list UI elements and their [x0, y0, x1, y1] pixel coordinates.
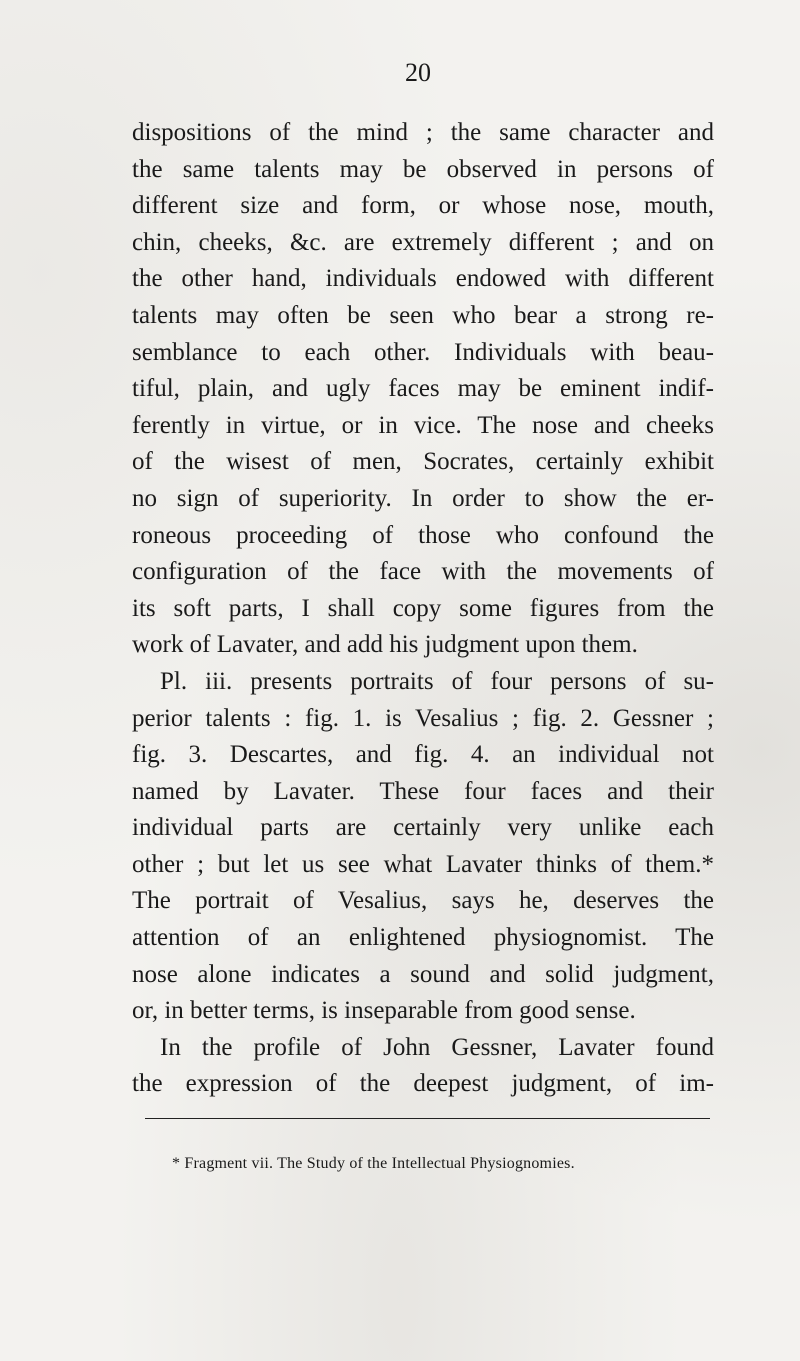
- text-line: work of Lavater, and add his judgment upon them.: [132, 631, 638, 659]
- text-line: the expression of the deepest judgment, of im-: [132, 1070, 714, 1098]
- body-text: [132, 115, 714, 1103]
- text-line: no sign of superiority. In order to show the er-: [132, 484, 714, 512]
- paragraph-start-line: Pl. iii. presents portraits of four persons of su-: [160, 667, 714, 695]
- text-line: roneous proceeding of those who confound the: [132, 521, 714, 549]
- text-line: fig. 3. Descartes, and fig. 4. an individual not: [132, 741, 714, 769]
- text-line: attention of an enlightened physiognomist. The: [132, 924, 714, 952]
- footnote: * Fragment vii. The Study of the Intellectual Physiognomies.: [172, 1155, 575, 1172]
- text-line: ferently in virtue, or in vice. The nose and cheeks: [132, 411, 714, 439]
- text-line: or, in better terms, is inseparable from good sense.: [132, 997, 636, 1025]
- text-line: chin, cheeks, &c. are extremely different ; and on: [132, 228, 714, 256]
- text-line: individual parts are certainly very unlike each: [132, 814, 714, 842]
- page-number: 20: [405, 58, 431, 87]
- text-line: tiful, plain, and ugly faces may be eminent indif-: [132, 375, 714, 403]
- footnote-divider: [145, 1118, 710, 1119]
- text-line: different size and form, or whose nose, mouth,: [132, 192, 714, 220]
- text-line: configuration of the face with the movements of: [132, 558, 714, 586]
- paragraph-start-line: In the profile of John Gessner, Lavater found: [160, 1033, 714, 1061]
- text-line: of the wisest of men, Socrates, certainly exhibit: [132, 448, 714, 476]
- text-line: perior talents : fig. 1. is Vesalius ; fig. 2. Gessner ;: [132, 704, 714, 732]
- text-line: dispositions of the mind ; the same character and: [132, 119, 714, 146]
- text-line: the same talents may be observed in persons of: [132, 155, 714, 183]
- text-line: the other hand, individuals endowed with different: [132, 265, 714, 293]
- text-line: other ; but let us see what Lavater thinks of them.*: [132, 850, 714, 878]
- text-line: its soft parts, I shall copy some figures from the: [132, 594, 714, 622]
- text-line: semblance to each other. Individuals with beau-: [132, 338, 714, 366]
- text-line: named by Lavater. These four faces and their: [132, 777, 714, 805]
- text-line: talents may often be seen who bear a strong re-: [132, 301, 714, 329]
- text-line: nose alone indicates a sound and solid judgment,: [132, 960, 714, 988]
- text-line: The portrait of Vesalius, says he, deserves the: [132, 887, 714, 915]
